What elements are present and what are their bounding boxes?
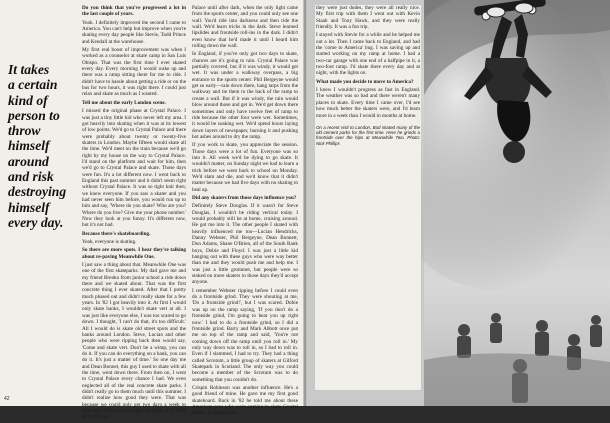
interview-question: Did any skaters from those days influence you? [192,194,297,201]
skateboard-photo [424,0,610,406]
pull-quote-line: himself [8,138,50,154]
interview-question: So there are more spots. I hear they're talking about re-paving Meanwhile One. [82,247,186,260]
article-column-2 [192,5,298,419]
article-column-1 [82,5,186,423]
page-number: 42 [4,396,10,402]
pull-quote-line: himself [8,199,50,215]
pull-quote-line: a certain [8,77,58,93]
pull-quote-line: and risk [8,169,54,185]
pull-quote-line: person to [8,107,60,123]
pull-quote [8,62,70,230]
left-page [0,0,305,421]
interview-paragraph: Yeah. I definitely improved the second I came to America. You can't help but improve when you're skating every day people like Stevie, Todd Prince and Kendall at the warehouse. [82,19,186,45]
interview-question: Do you think that you've progressed a lot in the last couple of years. [82,5,186,18]
interview-paragraph: I stayed with Stevie for a while and he helped me out a lot. Then I came back to England, and had the 'come to America' bug. I was saving up and started working on my ramp at home. I had a two-car garage with one end of a halfpipe in it, a two-foot ramp. I'd skate there every day and at night, with the lights on. [316,32,420,77]
pull-quote-line: throw [8,123,41,139]
interview-paragraph: I remember Webster ripping before I could even do a frontside grind. They were shouting at me, 'Do a frontside grind!', but I was scared. Dobie was up on the ramp saying, 'If you don't do a frontside grind, I'm going to beat you up right now.' I had to do a frontside grind, so I did a frontside grind. Barry and Mark Abbott once put me on top of the ramp and said, 'You're not coming down off the ramp until you roll in.' My only way down was to roll in, so I had to roll in. Even if I slammed, I had to try. They had a thing called Scrotum, a little group of skaters at Gilford Skatepark in Scotland. The only way you could become a member of the Scrotum was to do something that you couldn't do. [192,287,298,383]
interview-paragraph: If you work to skate, you appreciate the session. Those days were a lot of fun. Everyone was so into it. All week we'd be dying to go skate. It wouldn't matter, on Sunday night we had to learn a trick before we went back to school on Monday. We'd slam and die, and we'd know that it didn't matter because we had five days with no skating to heal up. [192,142,298,193]
pull-quote-line: every day. [8,214,64,230]
interview-paragraph: I missed the original phase at Crystal Palace. I was just a tiny little kid who never left my area. I got heavily into skating when it was at its lowest of low points. We'd go to Crystal Palace and there were probably about twenty or twenty-five skaters in London. Maybe fifteen would skate all the time. We'd meet on the train because we'd go right by my house on the way to Crystal Palace. I'd stand on the platform and wait for him, then we'd go to Crystal Palace and skate. Those days were fun. It's a lot different now. I went back to England this past summer and it didn't seem right without Crystal Palace. It was so tight knit then; we knew everyone. If you saw a skater and you had never seen him before, you would run up to him and say, 'Where do you skate? Who are you? Where do you live? Give me your phone number.' Now they look at you funny. It's different now, but it's not bad. [82,108,186,229]
pull-quote-line: around [8,153,49,169]
interview-paragraph: Yeah, everyone is skating. [82,239,137,246]
interview-paragraph: In England, if you've only got two days to skate, chances are it's going to rain. Crystal Palace was partially covered, but if it was windy, it would get wet. It was under a walkway overpass, a big entrance to the sports center. Phil Bergeyne would get so early—rain down there, hang tarps from the walkway and tie them to the back of the ramp to create a wall. But if it was windy, the rain would blow around those and get in. We'd get down there sometimes and only have twelve feet of ramp to ride because the other four were wet. Sometimes, it would be soaking wet. We'd spend hours laying down layers of newspaper, burning it and pushing hot ashes around to dry the ramp. [192,51,298,140]
interview-paragraph: I knew I wouldn't progress as fast in England. The weather was so bad and there weren't many places to skate. Every time I came over, I'd see how much better the skaters were, and I'd learn more in a week than I would in months at home. [316,87,420,119]
interview-paragraph: Definitely Steve Douglas. If it wasn't for Steve Douglas, I wouldn't be riding vertical today. I would probably still be at home, cruising around. He got me into it. The other people I skated with heavily influenced me too—Lucian Hendricks, Danny Webster, Phil Bergeyne, Dean Bonnett, Don Adams, Shane O'Brien, all of the South Bank boys, Dobie and Floyd. I was just a little kid hanging out with these guys who were way better than me and they would push me and help me. I was just a little grommet, but people were so stoked on more skaters in those days they'd accept anyone. [192,203,298,286]
pull-quote-line: It takes [8,62,50,77]
interview-paragraph: Crispin Robinson was another influence. He's a good friend of mine. He gave me my first good skateboard. Back in '82 he told me about these American pros who were coming to skate Crystal Palace. It seemed like [192,384,298,417]
interview-paragraph: Palace until after dark, when the only light came from the sports center, and you could only see one wall. You'd ride into darkness and then ride the wall. We'd learn tricks in the dark. Steve learned lipslides and frontside roll-ins in the dark. I didn't even know that he'd made it until I heard him rolling down the wall. [192,5,298,50]
interview-question: What made you decide to move to America? [316,78,414,85]
interview-paragraph: I just saw a thing about that. Meanwhile One was one of the first skateparks. My dad gave me and my friend Brenko from junior school a ride down there and we skated about. That was the first concrete thing I ever skated. After that I pretty much phased out and didn't really skate for a few years. In '82 I got heavily into it. At first I would only skate banks, I wouldn't skate vert at all. I was just like everyone else, I was too scared to go down. I thought, 'I can't do that, it's too difficult.' All I would do is skate old street spots and the banks around London. Steve, Lucian and other people who were ripping back then would say, 'Come and skate vert. Don't be a wimp, you can do it. If you can do everything on a bank, you can do it. It's just a matter of time.' So one day me and Dean Bonnet, this guy I used to skate with all the time, went down there. From then on, I went to Crystal Palace every chance I had. We even neglected all of the real concrete skate parks. I didn't really go to them much until this summer. I didn't realize how good they were. That was because we could only get two days a week to skate and we'd want to make the most of it. We'd skate Crystal [82,262,186,421]
interview-question: Because there's skateboarding. [82,230,151,237]
article-column-3 [315,5,421,148]
pull-quote-line: destroying [8,184,67,200]
interview-paragraph: they were just dudes, they were all really nice. My first trip with them I went out with Kevin Staab and Tony Hawk, and they were really friendly. It was a fun trip. [316,5,420,31]
interview-question: Tell me about the early London scene. [82,99,166,106]
right-page [307,0,610,406]
photo-caption: On a recent visit to London, Bod skated many of the old cement parks for the first time. Here he grinds a frontside over the hips at Meanwhile Two. Photo: Nick Phillips [316,124,420,146]
skater-photo-graphic [424,0,610,406]
pull-quote-line: kind of [8,92,48,108]
interview-paragraph: My first real boost of improvement was when I worked as a counselor at skate camp in San Luis Obispo. That was the first time I ever skated every day. Every morning I would wake up and there was a ramp sitting there for me to ride. I didn't have to hassle about getting a ride or on the bus for two hours, it was right there. I could just relax and skate as much as I wanted. [82,47,186,98]
